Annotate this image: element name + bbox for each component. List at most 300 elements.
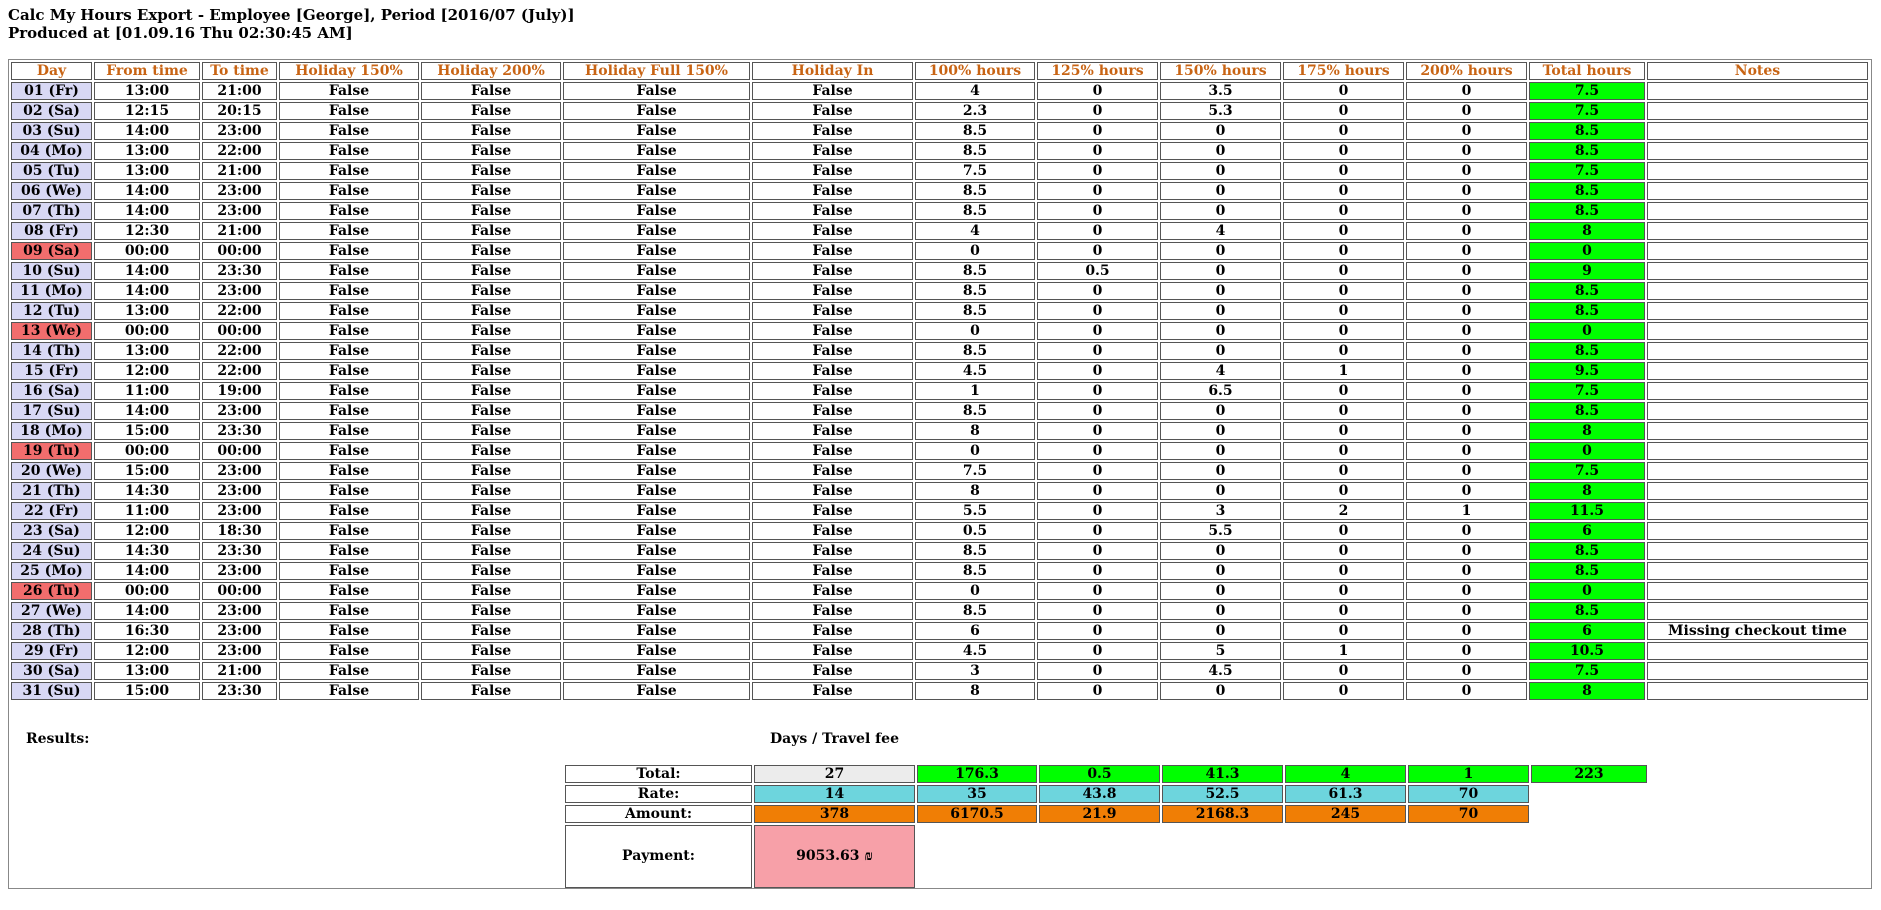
to-time-cell: 22:00: [202, 142, 277, 160]
hours-150-header: 150% hours: [1160, 62, 1281, 80]
rate-125: 43.8: [1039, 785, 1160, 803]
holiday-in-cell: False: [752, 282, 913, 300]
hours-150-cell: 0: [1160, 162, 1281, 180]
holiday-full-150-header: Holiday Full 150%: [563, 62, 750, 80]
to-time-cell: 00:00: [202, 322, 277, 340]
to-time-cell: 23:00: [202, 642, 277, 660]
holiday-in-cell: False: [752, 602, 913, 620]
day-cell: 24 (Su): [11, 542, 92, 560]
total-hours-cell: 8.5: [1529, 302, 1645, 320]
hours-175-cell: 0: [1283, 682, 1404, 700]
hours-200-cell: 0: [1406, 422, 1527, 440]
hours-100-cell: 8.5: [915, 602, 1035, 620]
holiday-in-cell: False: [752, 302, 913, 320]
hours-200-header: 200% hours: [1406, 62, 1527, 80]
total-hours-sum: 223: [1531, 765, 1647, 783]
total-hours-cell: 8.5: [1529, 562, 1645, 580]
day-cell: 05 (Tu): [11, 162, 92, 180]
total-hours-cell: 6: [1529, 622, 1645, 640]
total-hours-cell: 0: [1529, 322, 1645, 340]
to-time-cell: 00:00: [202, 582, 277, 600]
holiday-full-150-cell: False: [563, 102, 750, 120]
table-row: [11, 342, 1868, 360]
total-hours-cell: 6: [1529, 522, 1645, 540]
holiday-200-cell: False: [421, 142, 561, 160]
hours-150-cell: 0: [1160, 302, 1281, 320]
hours-200-cell: 0: [1406, 602, 1527, 620]
hours-100-cell: 8.5: [915, 202, 1035, 220]
day-header: Day: [11, 62, 92, 80]
notes-cell: [1647, 502, 1868, 520]
hours-125-cell: 0: [1037, 122, 1158, 140]
hours-200-cell: 0: [1406, 122, 1527, 140]
hours-150-cell: 0: [1160, 202, 1281, 220]
hours-175-cell: 0: [1283, 582, 1404, 600]
hours-150-cell: 0: [1160, 242, 1281, 260]
notes-cell: [1647, 322, 1868, 340]
total-hours-cell: 9: [1529, 262, 1645, 280]
hours-100-cell: 8.5: [915, 342, 1035, 360]
hours-200-cell: 0: [1406, 342, 1527, 360]
total-hours-cell: 8.5: [1529, 402, 1645, 420]
day-cell: 29 (Fr): [11, 642, 92, 660]
to-time-cell: 23:30: [202, 422, 277, 440]
to-time-cell: 21:00: [202, 82, 277, 100]
to-time-cell: 22:00: [202, 342, 277, 360]
from-time-cell: 00:00: [94, 242, 200, 260]
hours-200-cell: 0: [1406, 542, 1527, 560]
hours-125-cell: 0: [1037, 402, 1158, 420]
payment-value: 9053.63 ₪: [754, 825, 915, 888]
total-hours-cell: 7.5: [1529, 82, 1645, 100]
holiday-150-cell: False: [279, 402, 419, 420]
holiday-in-header: Holiday In: [752, 62, 913, 80]
holiday-150-cell: False: [279, 482, 419, 500]
notes-cell: [1647, 162, 1868, 180]
holiday-200-cell: False: [421, 202, 561, 220]
holiday-full-150-cell: False: [563, 462, 750, 480]
hours-150-cell: 4: [1160, 222, 1281, 240]
notes-cell: [1647, 302, 1868, 320]
hours-200-cell: 0: [1406, 582, 1527, 600]
holiday-in-cell: False: [752, 182, 913, 200]
notes-cell: [1647, 282, 1868, 300]
total-hours-cell: 0: [1529, 442, 1645, 460]
hours-125-cell: 0: [1037, 142, 1158, 160]
total-150: 41.3: [1162, 765, 1283, 783]
day-cell: 26 (Tu): [11, 582, 92, 600]
holiday-in-cell: False: [752, 202, 913, 220]
total-175: 4: [1285, 765, 1406, 783]
notes-cell: [1647, 602, 1868, 620]
day-cell: 13 (We): [11, 322, 92, 340]
notes-cell: [1647, 422, 1868, 440]
hours-175-cell: 1: [1283, 642, 1404, 660]
holiday-in-cell: False: [752, 142, 913, 160]
holiday-200-header: Holiday 200%: [421, 62, 561, 80]
hours-125-cell: 0: [1037, 442, 1158, 460]
notes-cell: [1647, 542, 1868, 560]
hours-175-cell: 0: [1283, 282, 1404, 300]
hours-100-cell: 4.5: [915, 362, 1035, 380]
holiday-in-cell: False: [752, 162, 913, 180]
hours-200-cell: 0: [1406, 642, 1527, 660]
holiday-in-cell: False: [752, 362, 913, 380]
from-time-cell: 11:00: [94, 502, 200, 520]
holiday-150-cell: False: [279, 542, 419, 560]
holiday-200-cell: False: [421, 122, 561, 140]
holiday-full-150-cell: False: [563, 422, 750, 440]
table-row: [11, 562, 1868, 580]
from-time-cell: 15:00: [94, 422, 200, 440]
holiday-in-cell: False: [752, 522, 913, 540]
hours-175-cell: 0: [1283, 182, 1404, 200]
hours-175-cell: 0: [1283, 462, 1404, 480]
day-cell: 04 (Mo): [11, 142, 92, 160]
holiday-full-150-cell: False: [563, 642, 750, 660]
day-cell: 20 (We): [11, 462, 92, 480]
holiday-200-cell: False: [421, 682, 561, 700]
hours-100-cell: 8.5: [915, 262, 1035, 280]
rate-200: 70: [1408, 785, 1529, 803]
to-time-cell: 23:30: [202, 262, 277, 280]
day-cell: 14 (Th): [11, 342, 92, 360]
hours-150-cell: 5: [1160, 642, 1281, 660]
hours-150-cell: 0: [1160, 342, 1281, 360]
holiday-full-150-cell: False: [563, 182, 750, 200]
holiday-in-cell: False: [752, 662, 913, 680]
holiday-full-150-cell: False: [563, 382, 750, 400]
hours-175-cell: 0: [1283, 82, 1404, 100]
hours-125-cell: 0: [1037, 322, 1158, 340]
total-200: 1: [1408, 765, 1529, 783]
table-row: [11, 502, 1868, 520]
hours-175-cell: 0: [1283, 222, 1404, 240]
total-125: 0.5: [1039, 765, 1160, 783]
total-hours-cell: 11.5: [1529, 502, 1645, 520]
day-cell: 17 (Su): [11, 402, 92, 420]
holiday-full-150-cell: False: [563, 222, 750, 240]
from-time-cell: 13:00: [94, 342, 200, 360]
hours-150-cell: 0: [1160, 562, 1281, 580]
notes-cell: [1647, 482, 1868, 500]
from-time-cell: 14:00: [94, 182, 200, 200]
produced-at: Produced at [01.09.16 Thu 02:30:45 AM]: [8, 24, 353, 42]
hours-200-cell: 0: [1406, 562, 1527, 580]
total-hours-cell: 8: [1529, 222, 1645, 240]
holiday-200-cell: False: [421, 622, 561, 640]
holiday-150-cell: False: [279, 382, 419, 400]
from-time-cell: 12:00: [94, 522, 200, 540]
hours-150-cell: 3: [1160, 502, 1281, 520]
holiday-full-150-cell: False: [563, 342, 750, 360]
table-row: [11, 82, 1868, 100]
day-cell: 22 (Fr): [11, 502, 92, 520]
from-time-cell: 13:00: [94, 82, 200, 100]
table-row: [11, 322, 1868, 340]
hours-125-cell: 0: [1037, 622, 1158, 640]
holiday-200-cell: False: [421, 342, 561, 360]
hours-200-cell: 0: [1406, 622, 1527, 640]
from-time-cell: 14:00: [94, 262, 200, 280]
hours-150-cell: 0: [1160, 582, 1281, 600]
hours-125-cell: 0: [1037, 182, 1158, 200]
holiday-150-cell: False: [279, 602, 419, 620]
holiday-150-cell: False: [279, 642, 419, 660]
hours-125-cell: 0: [1037, 642, 1158, 660]
day-cell: 25 (Mo): [11, 562, 92, 580]
hours-100-cell: 3: [915, 662, 1035, 680]
holiday-200-cell: False: [421, 262, 561, 280]
to-time-cell: 22:00: [202, 362, 277, 380]
hours-200-cell: 0: [1406, 362, 1527, 380]
day-cell: 19 (Tu): [11, 442, 92, 460]
holiday-200-cell: False: [421, 642, 561, 660]
hours-200-cell: 0: [1406, 482, 1527, 500]
holiday-150-cell: False: [279, 682, 419, 700]
hours-100-cell: 0.5: [915, 522, 1035, 540]
hours-125-cell: 0: [1037, 542, 1158, 560]
from-time-cell: 14:00: [94, 122, 200, 140]
total-hours-cell: 8.5: [1529, 602, 1645, 620]
table-row: [11, 102, 1868, 120]
hours-125-cell: 0: [1037, 362, 1158, 380]
holiday-150-cell: False: [279, 182, 419, 200]
from-time-cell: 13:00: [94, 142, 200, 160]
to-time-cell: 23:00: [202, 622, 277, 640]
day-cell: 12 (Tu): [11, 302, 92, 320]
table-row: [11, 302, 1868, 320]
holiday-150-cell: False: [279, 462, 419, 480]
holiday-200-cell: False: [421, 482, 561, 500]
hours-175-cell: 0: [1283, 202, 1404, 220]
holiday-200-cell: False: [421, 182, 561, 200]
to-time-cell: 23:00: [202, 482, 277, 500]
holiday-full-150-cell: False: [563, 442, 750, 460]
holiday-150-cell: False: [279, 122, 419, 140]
hours-175-cell: 0: [1283, 162, 1404, 180]
rate-175: 61.3: [1285, 785, 1406, 803]
to-time-cell: 19:00: [202, 382, 277, 400]
hours-175-cell: 0: [1283, 402, 1404, 420]
table-row: [11, 682, 1868, 700]
hours-175-header: 175% hours: [1283, 62, 1404, 80]
hours-100-cell: 4.5: [915, 642, 1035, 660]
from-time-cell: 14:00: [94, 402, 200, 420]
total-days: 27: [754, 765, 915, 783]
to-time-cell: 20:15: [202, 102, 277, 120]
day-cell: 15 (Fr): [11, 362, 92, 380]
holiday-in-cell: False: [752, 422, 913, 440]
table-row: [11, 182, 1868, 200]
holiday-200-cell: False: [421, 562, 561, 580]
hours-175-cell: 0: [1283, 662, 1404, 680]
holiday-in-cell: False: [752, 682, 913, 700]
total-hours-cell: 8.5: [1529, 542, 1645, 560]
day-cell: 03 (Su): [11, 122, 92, 140]
to-time-cell: 23:30: [202, 542, 277, 560]
day-cell: 08 (Fr): [11, 222, 92, 240]
rate-100: 35: [917, 785, 1037, 803]
hours-100-cell: 8.5: [915, 122, 1035, 140]
table-row: [11, 622, 1868, 640]
holiday-in-cell: False: [752, 642, 913, 660]
amount-100: 6170.5: [917, 805, 1037, 823]
hours-125-cell: 0: [1037, 162, 1158, 180]
holiday-full-150-cell: False: [563, 302, 750, 320]
holiday-full-150-cell: False: [563, 562, 750, 580]
to-time-cell: 23:00: [202, 462, 277, 480]
hours-200-cell: 1: [1406, 502, 1527, 520]
total-hours-cell: 8: [1529, 482, 1645, 500]
hours-175-cell: 0: [1283, 342, 1404, 360]
hours-175-cell: 0: [1283, 422, 1404, 440]
from-time-cell: 15:00: [94, 682, 200, 700]
holiday-in-cell: False: [752, 462, 913, 480]
holiday-in-cell: False: [752, 262, 913, 280]
holiday-150-cell: False: [279, 522, 419, 540]
hours-125-cell: 0: [1037, 82, 1158, 100]
hours-200-cell: 0: [1406, 402, 1527, 420]
from-time-cell: 12:00: [94, 362, 200, 380]
from-time-cell: 12:30: [94, 222, 200, 240]
rate-label: Rate:: [565, 785, 752, 803]
holiday-200-cell: False: [421, 502, 561, 520]
hours-125-cell: 0: [1037, 222, 1158, 240]
notes-header: Notes: [1647, 62, 1868, 80]
to-time-header: To time: [202, 62, 277, 80]
total-hours-cell: 7.5: [1529, 102, 1645, 120]
notes-cell: [1647, 522, 1868, 540]
holiday-full-150-cell: False: [563, 242, 750, 260]
holiday-full-150-cell: False: [563, 262, 750, 280]
holiday-150-cell: False: [279, 82, 419, 100]
from-time-cell: 14:00: [94, 282, 200, 300]
hours-150-cell: 0: [1160, 482, 1281, 500]
hours-100-cell: 8.5: [915, 562, 1035, 580]
hours-200-cell: 0: [1406, 102, 1527, 120]
day-cell: 10 (Su): [11, 262, 92, 280]
table-row: [11, 282, 1868, 300]
to-time-cell: 23:00: [202, 402, 277, 420]
amount-days: 378: [754, 805, 915, 823]
notes-cell: [1647, 142, 1868, 160]
hours-200-cell: 0: [1406, 322, 1527, 340]
holiday-full-150-cell: False: [563, 202, 750, 220]
from-time-cell: 14:30: [94, 482, 200, 500]
holiday-in-cell: False: [752, 122, 913, 140]
hours-200-cell: 0: [1406, 282, 1527, 300]
from-time-cell: 13:00: [94, 162, 200, 180]
holiday-in-cell: False: [752, 322, 913, 340]
hours-100-cell: 4: [915, 82, 1035, 100]
day-cell: 18 (Mo): [11, 422, 92, 440]
notes-cell: [1647, 462, 1868, 480]
holiday-200-cell: False: [421, 662, 561, 680]
notes-cell: [1647, 122, 1868, 140]
day-cell: 23 (Sa): [11, 522, 92, 540]
hours-150-cell: 0: [1160, 262, 1281, 280]
hours-150-cell: 3.5: [1160, 82, 1281, 100]
total-hours-cell: 0: [1529, 582, 1645, 600]
table-row: [11, 482, 1868, 500]
holiday-in-cell: False: [752, 502, 913, 520]
notes-cell: [1647, 442, 1868, 460]
holiday-150-cell: False: [279, 142, 419, 160]
holiday-150-cell: False: [279, 662, 419, 680]
from-time-cell: 00:00: [94, 442, 200, 460]
holiday-150-cell: False: [279, 622, 419, 640]
amount-200: 70: [1408, 805, 1529, 823]
holiday-150-cell: False: [279, 502, 419, 520]
hours-200-cell: 0: [1406, 202, 1527, 220]
holiday-200-cell: False: [421, 282, 561, 300]
table-row: [11, 262, 1868, 280]
hours-100-cell: 2.3: [915, 102, 1035, 120]
holiday-150-cell: False: [279, 362, 419, 380]
hours-150-cell: 0: [1160, 462, 1281, 480]
hours-150-cell: 4.5: [1160, 662, 1281, 680]
to-time-cell: 21:00: [202, 662, 277, 680]
hours-125-cell: 0: [1037, 342, 1158, 360]
from-time-cell: 13:00: [94, 662, 200, 680]
notes-cell: [1647, 242, 1868, 260]
hours-200-cell: 0: [1406, 222, 1527, 240]
total-label: Total:: [565, 765, 752, 783]
holiday-in-cell: False: [752, 102, 913, 120]
hours-150-cell: 0: [1160, 422, 1281, 440]
notes-cell: [1647, 82, 1868, 100]
to-time-cell: 23:00: [202, 562, 277, 580]
holiday-full-150-cell: False: [563, 402, 750, 420]
table-row: [11, 662, 1868, 680]
notes-cell: [1647, 262, 1868, 280]
hours-100-cell: 8: [915, 682, 1035, 700]
holiday-150-cell: False: [279, 422, 419, 440]
holiday-150-cell: False: [279, 582, 419, 600]
holiday-150-cell: False: [279, 442, 419, 460]
from-time-cell: 14:00: [94, 202, 200, 220]
day-cell: 11 (Mo): [11, 282, 92, 300]
to-time-cell: 21:00: [202, 222, 277, 240]
notes-cell: [1647, 382, 1868, 400]
hours-100-cell: 8.5: [915, 302, 1035, 320]
hours-150-cell: 0: [1160, 442, 1281, 460]
holiday-150-cell: False: [279, 302, 419, 320]
hours-125-cell: 0: [1037, 282, 1158, 300]
hours-125-cell: 0: [1037, 562, 1158, 580]
day-cell: 07 (Th): [11, 202, 92, 220]
hours-table: [9, 60, 1870, 702]
total-hours-cell: 10.5: [1529, 642, 1645, 660]
total-100: 176.3: [917, 765, 1037, 783]
total-hours-cell: 9.5: [1529, 362, 1645, 380]
to-time-cell: 00:00: [202, 442, 277, 460]
total-hours-cell: 8.5: [1529, 182, 1645, 200]
holiday-200-cell: False: [421, 382, 561, 400]
notes-cell: [1647, 202, 1868, 220]
holiday-full-150-cell: False: [563, 482, 750, 500]
table-row: [11, 362, 1868, 380]
hours-175-cell: 0: [1283, 602, 1404, 620]
hours-175-cell: 0: [1283, 382, 1404, 400]
to-time-cell: 21:00: [202, 162, 277, 180]
to-time-cell: 23:30: [202, 682, 277, 700]
hours-100-cell: 4: [915, 222, 1035, 240]
holiday-200-cell: False: [421, 242, 561, 260]
hours-125-cell: 0: [1037, 662, 1158, 680]
notes-cell: [1647, 102, 1868, 120]
